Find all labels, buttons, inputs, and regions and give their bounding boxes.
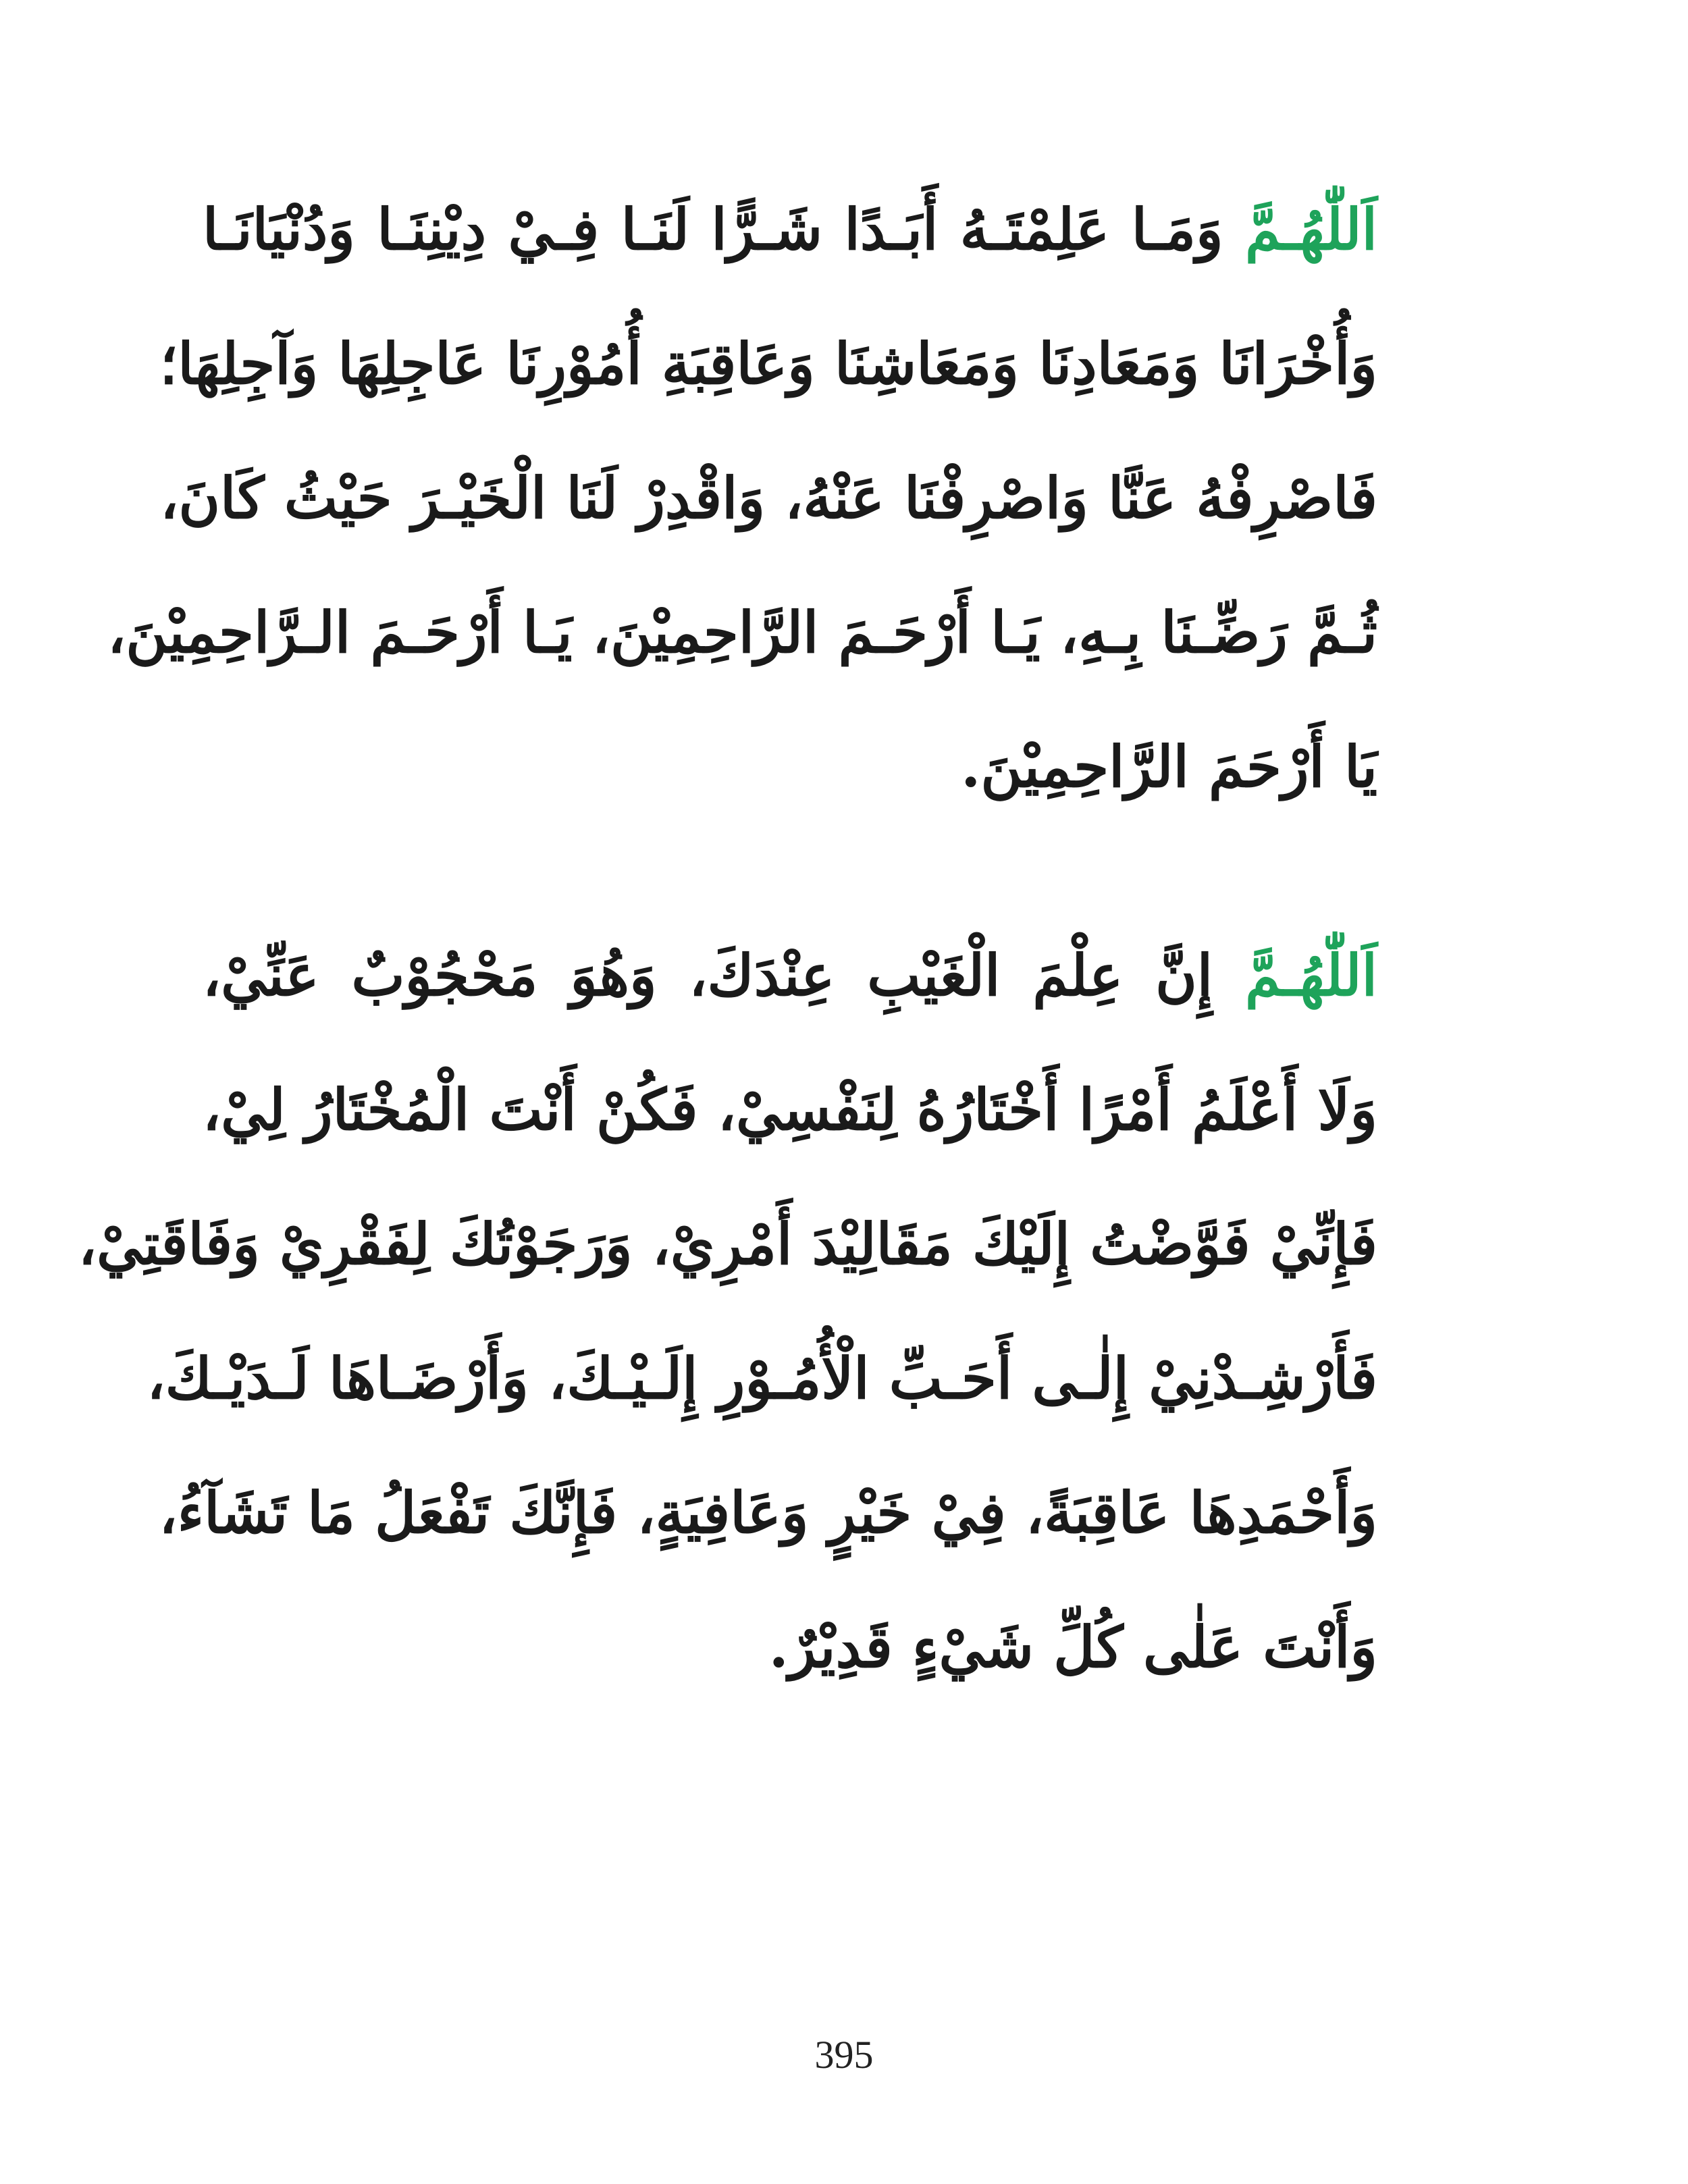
line-text: وَمَـا عَلِمْتَـهُ أَبَـدًا شَـرًّا لَنَـا فِـيْ دِيْنِنَـا وَدُنْيَانَـا [203, 196, 1223, 263]
paragraph-line: فَأَرْشِـدْنِيْ إِلٰـى أَحَـبِّ الْأُمُـوْرِ إِلَـيْـكَ، وَأَرْضَـاهَا لَـدَيْـكَ، [147, 1345, 1377, 1412]
page-body [78, 162, 1377, 1714]
paragraph-line: فَاصْرِفْهُ عَنَّا وَاصْرِفْنَا عَنْهُ، وَاقْدِرْ لَنَا الْخَيْـرَ حَيْثُ كَانَ، [160, 464, 1377, 531]
dua-paragraph-1 [107, 162, 1377, 834]
page-number: 395 [814, 2033, 874, 2077]
dua-paragraph-2 [78, 908, 1377, 1714]
paragraph-line: وَأَحْمَدِهَا عَاقِبَةً، فِيْ خَيْرٍ وَعَافِيَةٍ، فَإِنَّكَ تَفْعَلُ مَا تَشَآءُ، [159, 1479, 1377, 1546]
line-text: إِنَّ عِلْمَ الْغَيْبِ عِنْدَكَ، وَهُوَ مَحْجُوْبٌ عَنِّيْ، [203, 942, 1213, 1009]
paragraph-line: يَا أَرْحَمَ الرَّاحِمِيْنَ. [961, 733, 1377, 800]
paragraph-line [203, 908, 1377, 1042]
paragraph-line: وَلَا أَعْلَمُ أَمْرًا أَخْتَارُهُ لِنَفْسِيْ، فَكُنْ أَنْتَ الْمُخْتَارُ لِيْ، [203, 1076, 1377, 1143]
paragraph-line: وَأَنْتَ عَلٰى كُلِّ شَيْءٍ قَدِيْرٌ. [768, 1614, 1377, 1680]
invocation-allahumma: اَللّٰهُـمَّ [1245, 942, 1377, 1009]
paragraph-line: وَأُخْرَانَا وَمَعَادِنَا وَمَعَاشِنَا وَعَاقِبَةِ أُمُوْرِنَا عَاجِلِهَا وَآجِلِهَا؛ [159, 330, 1377, 397]
paragraph-line: ثُـمَّ رَضِّـنَا بِـهِ، يَـا أَرْحَـمَ الرَّاحِمِيْنَ، يَـا أَرْحَـمَ الـرَّاحِمِيْنَ، [107, 599, 1377, 666]
paragraph-line [203, 162, 1377, 296]
paragraph-line: فَإِنِّيْ فَوَّضْتُ إِلَيْكَ مَقَالِيْدَ أَمْرِيْ، وَرَجَوْتُكَ لِفَقْرِيْ وَفَاقَتِيْ، [78, 1210, 1377, 1277]
invocation-allahumma: اَللّٰهُـمَّ [1245, 196, 1377, 263]
